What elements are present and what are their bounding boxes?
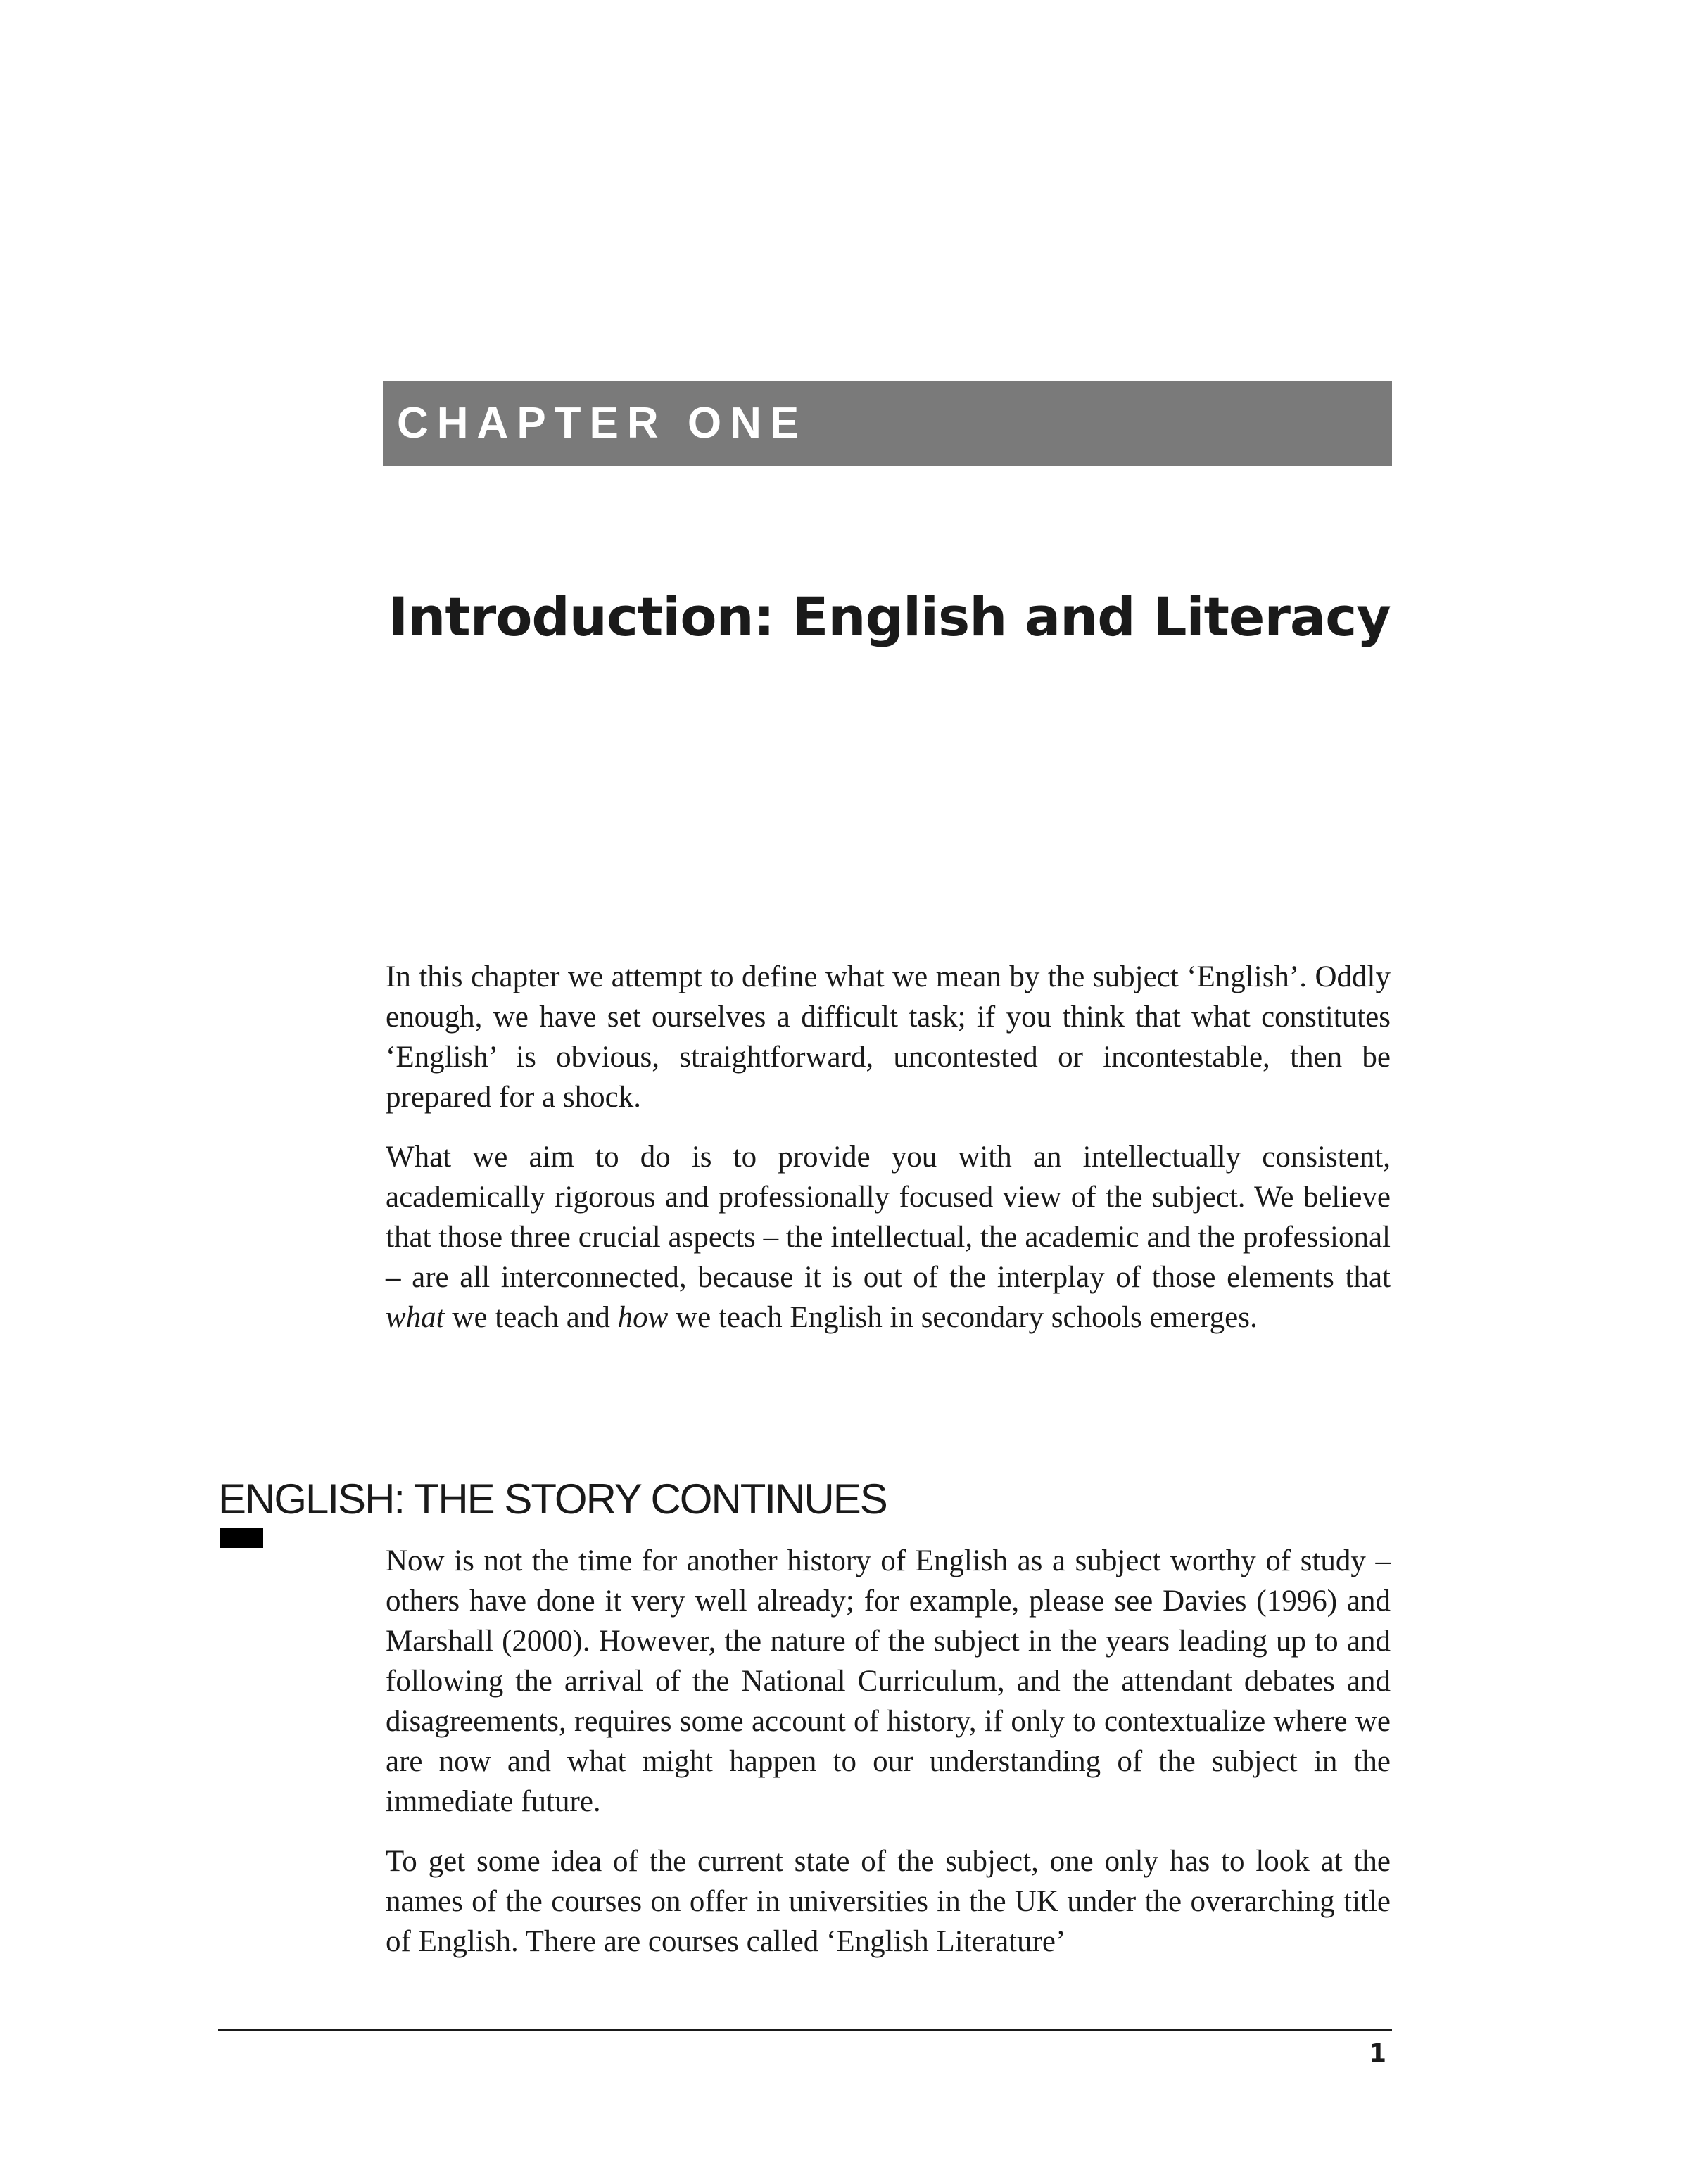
intro-paragraph-2-part-3: we teach English in secondary schools emerges.: [668, 1301, 1258, 1334]
emphasis-what: what: [386, 1301, 445, 1334]
intro-paragraph-1: In this chapter we attempt to define what we mean by the subject ‘English’. Oddly enough, we have set ourselves a difficult task; if you think that what constitutes ‘English’ is obvious, straightforward, uncontested or incontestable, then be prepared for a shock.: [386, 960, 1391, 1114]
section-paragraph-1: Now is not the time for another history of English as a subject worthy of study – others have done it very well already; for example, please see Davies (1996) and Marshall (2000). However, the nature of the subject in the years leading up to and following the arrival of the National Curriculum, and the attendant debates and disagreements, requires some account of history, if only to contextualize where we are now and what might happen to our understanding of the subject in the immediate future.: [386, 1544, 1391, 1818]
intro-text: [386, 957, 1391, 1338]
section-heading: ENGLISH: THE STORY CONTINUES: [218, 1475, 887, 1523]
emphasis-how: how: [617, 1301, 669, 1334]
section-paragraph-2: To get some idea of the current state of the subject, one only has to look at the names of the courses on offer in universities in the UK under the overarching title of English. There are courses called ‘English Literature’: [386, 1845, 1391, 1958]
footer-rule: [218, 2029, 1392, 2031]
chapter-banner: [383, 381, 1392, 466]
page-number: 1: [1368, 2039, 1386, 2068]
section-text: [386, 1541, 1391, 1962]
chapter-label: CHAPTER ONE: [397, 399, 808, 447]
chapter-title: Introduction: English and Literacy: [388, 585, 1391, 648]
intro-paragraph-2: [386, 1137, 1391, 1338]
intro-paragraph-2-part-2: we teach and: [444, 1301, 618, 1334]
intro-paragraph-2-part-1: What we aim to do is to provide you with an intellectually consistent, academically rigorous and professionally focused view of the subject. We believe that those three crucial aspects – the intellectual, the academic and the professional – are all interconnected, because it is out of the interplay of those elements that: [386, 1141, 1391, 1294]
section-marker: [220, 1528, 263, 1548]
